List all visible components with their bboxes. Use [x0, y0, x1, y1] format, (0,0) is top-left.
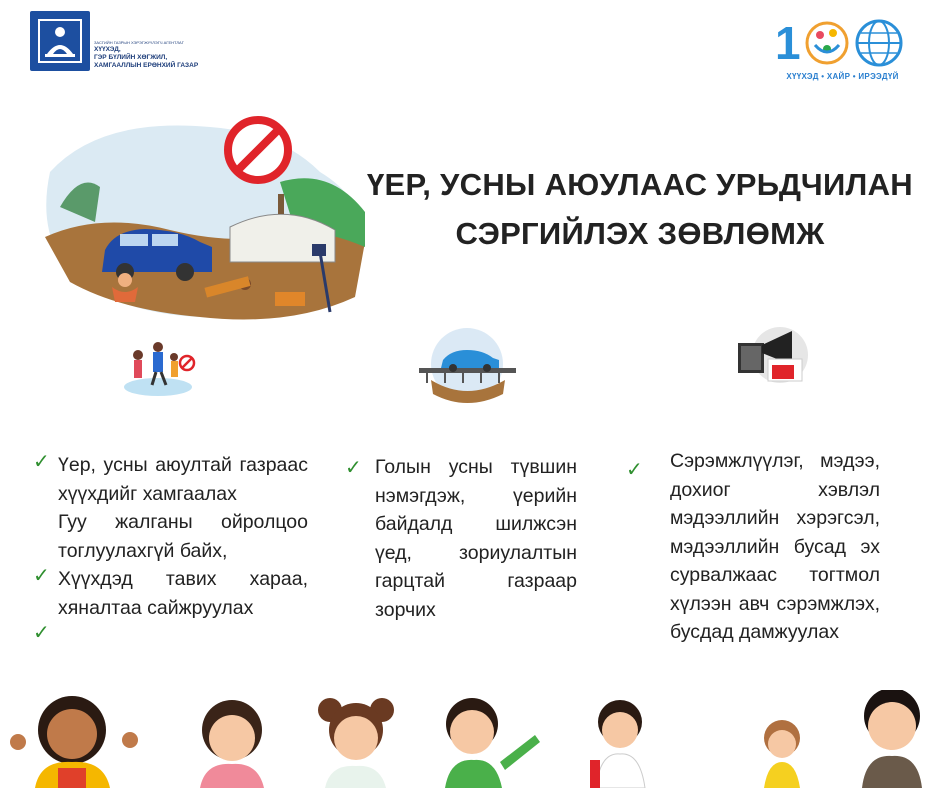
kids-icon-wrap: [120, 335, 200, 400]
children-illustration-row: [0, 690, 940, 788]
agency-logo: [30, 11, 90, 71]
advice-3-para-1: Сэрэмжлүүлэг, мэдээ, дохиог хэвлэл мэдээллийн хэрэгсэл, мэдээллийн бусад эх сурвалжаас тогтмол хүлээн авч сэрэмжлэх, бусдад дамжуулах: [670, 450, 880, 643]
logo-100-icon: [775, 15, 910, 71]
page-title: [300, 160, 940, 258]
kids-icon: [120, 335, 200, 400]
agency-line3: ХАМГААЛЛЫН ЕРӨНХИЙ ГАЗАР: [94, 62, 199, 69]
bridge-car-icon: [415, 328, 520, 408]
svg-text:1: 1: [775, 17, 801, 69]
advice-1-para-1: Үер, усны аюултай газраас хүүхдийг хамгаалах: [58, 454, 308, 505]
media-megaphone-icon: [730, 325, 820, 390]
checkmark-icon: ✓: [33, 449, 50, 473]
title-line1: ҮЕР, УСНЫ АЮУЛААС УРЬДЧИЛАН: [367, 167, 913, 202]
title-line2: СЭРГИЙЛЭХ ЗӨВЛӨМЖ: [455, 216, 825, 251]
checkmark-icon: ✓: [626, 457, 643, 481]
bridge-icon-wrap: [415, 328, 520, 408]
advice-column-1: [58, 451, 308, 622]
advice-1-para-2: Гуу жалганы ойролцоо тоглуулахгүй байх,: [58, 511, 308, 562]
agency-line2: ГЭР БҮЛИЙН ХӨГЖИЛ,: [94, 54, 168, 61]
agency-name: [94, 40, 234, 70]
checkmark-icon: ✓: [33, 620, 50, 644]
checkmark-icon: ✓: [33, 563, 50, 587]
media-icon-wrap: [730, 325, 820, 390]
agency-emblem-icon: [35, 16, 85, 66]
agency-line1: ХҮҮХЭД,: [94, 46, 121, 53]
advice-2-para-1: Голын усны түвшин нэмэгдэж, үерийн байдалд шилжсэн үед, зориулалтын гарцтай газраар зорчих: [375, 456, 577, 621]
agency-small-text: ЗАСГИЙН ГАЗРЫН ХЭРЭГЖҮҮЛЭГЧ АГЕНТЛАГ: [94, 40, 184, 45]
advice-column-3: [670, 447, 880, 647]
checkmark-icon: ✓: [345, 455, 362, 479]
advice-column-2: [375, 453, 577, 624]
children-icon: [0, 690, 940, 788]
tagline: ХҮҮХЭД • ХАЙР • ИРЭЭДҮЙ: [786, 72, 899, 81]
advice-1-para-3: Хүүхдэд тавих хараа, хяналтаа сайжруулах: [58, 568, 308, 619]
